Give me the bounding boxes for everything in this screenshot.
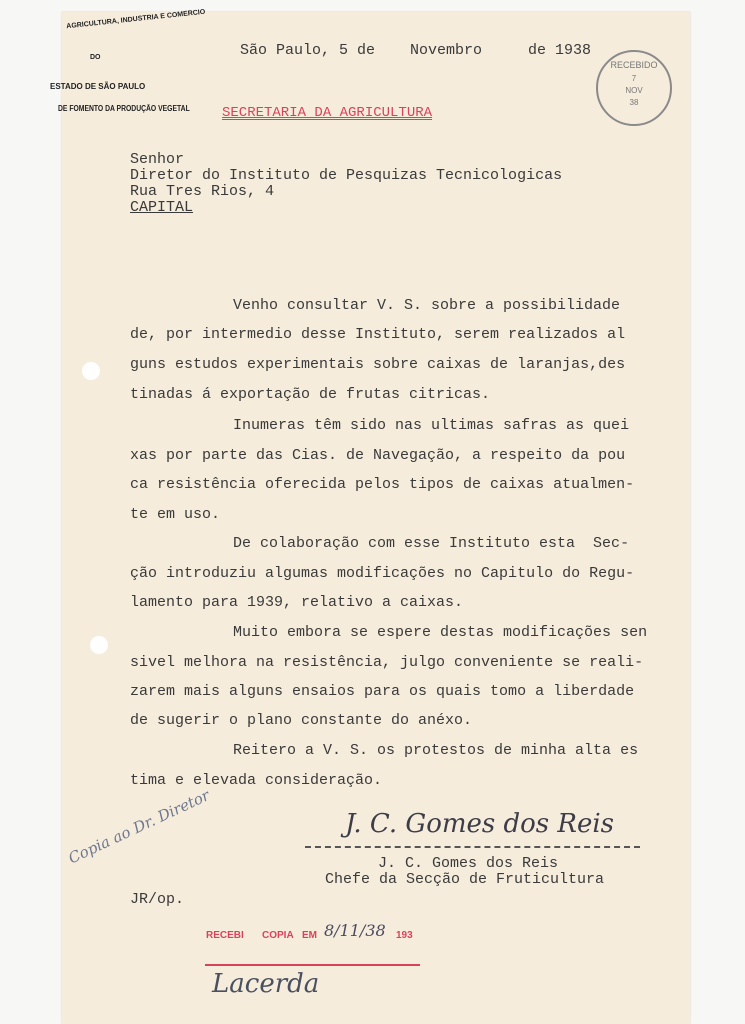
copy-signature: Lacerda xyxy=(212,969,320,999)
body-line: De colaboração com esse Instituto esta Sec- xyxy=(233,535,630,552)
body-line: te em uso. xyxy=(130,506,221,523)
body-line: Venho consultar V. S. sobre a possibilidade xyxy=(233,297,621,314)
body-line: ca resistência oferecida pelos tipos de caixas atualmen- xyxy=(130,476,635,493)
copy-stamp-date: 8/11/38 xyxy=(324,921,386,940)
body-line: guns estudos experimentais sobre caixas de laranjas,des xyxy=(130,356,626,373)
stamp-word: RECEBIDO xyxy=(610,60,658,70)
copy-stamp-line xyxy=(205,964,420,966)
body-line: Inumeras têm sido nas ultimas safras as quei xyxy=(233,417,630,434)
body-line: de sugerir o plano constante do anéxo. xyxy=(130,712,473,729)
letterhead-state: ESTADO DE SÃO PAULO xyxy=(50,82,146,91)
body-line: tima e elevada consideração. xyxy=(130,772,383,789)
letterhead-department: DE FOMENTO DA PRODUÇÃO VEGETAL xyxy=(58,104,190,113)
typist-initials: JR/op. xyxy=(130,891,185,908)
body-line: tinadas á exportação de frutas citricas. xyxy=(130,386,491,403)
copy-stamp-copy: COPIA xyxy=(262,930,294,941)
letterhead-do: DO xyxy=(90,54,101,61)
body-line: Muito embora se espere destas modificações sen xyxy=(233,624,648,641)
date-year: de 1938 xyxy=(528,42,592,59)
margin-note: Copia ao Dr. Diretor xyxy=(65,786,213,868)
body-line: de, por intermedio desse Instituto, serem realizados al xyxy=(130,326,626,343)
recipient-line: CAPITAL xyxy=(130,199,194,216)
received-stamp xyxy=(596,50,672,126)
body-line: xas por parte das Cias. de Navegação, a respeito da pou xyxy=(130,447,626,464)
handwritten-signature: J. C. Gomes dos Reis xyxy=(345,809,615,839)
punch-hole xyxy=(82,362,100,380)
stamp-year: 38 xyxy=(629,98,639,107)
punch-hole xyxy=(90,636,108,654)
stamp-day: 7 xyxy=(631,74,637,83)
stamp-month: NOV xyxy=(625,86,643,95)
letterhead-arc: AGRICULTURA, INDUSTRIA E COMERCIO xyxy=(66,8,206,31)
body-line: ção introduziu algumas modificações no Capitulo do Regu- xyxy=(130,565,635,582)
recipient-line: Rua Tres Rios, 4 xyxy=(130,183,275,200)
signer-name: J. C. Gomes dos Reis xyxy=(378,855,559,872)
letterhead-seal xyxy=(50,8,206,124)
body-line: zarem mais alguns ensaios para os quais tomo a liberdade xyxy=(130,683,635,700)
date-city: São Paulo, 5 de xyxy=(240,42,376,59)
body-line: sivel melhora na resistência, julgo conveniente se reali- xyxy=(130,654,644,671)
body-line: Reitero a V. S. os protestos de minha alta es xyxy=(233,742,639,759)
copy-stamp-received: RECEBI xyxy=(206,930,244,941)
signature-line xyxy=(305,846,640,848)
recipient-line: Diretor do Instituto de Pesquizas Tecnicologicas xyxy=(130,167,563,184)
recipient-line: Senhor xyxy=(130,151,185,168)
copy-stamp-suffix: 193 xyxy=(396,930,413,941)
signer-title: Chefe da Secção de Fruticultura xyxy=(325,871,605,888)
copy-stamp-on: EM xyxy=(302,930,317,941)
date-month: Novembro xyxy=(410,42,483,59)
secretariat-heading: SECRETARIA DA AGRICULTURA xyxy=(222,105,433,121)
body-line: lamento para 1939, relativo a caixas. xyxy=(130,594,464,611)
